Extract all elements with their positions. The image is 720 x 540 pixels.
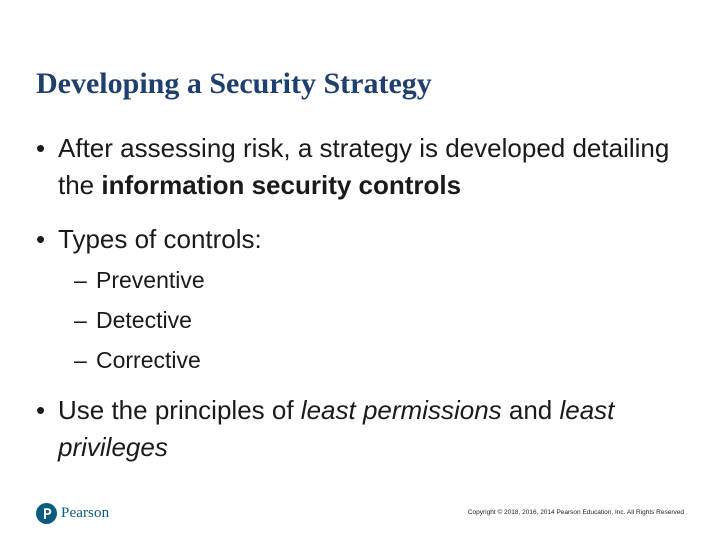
bullet-italic-least-privileges: least privileges <box>58 395 615 462</box>
pearson-logo <box>36 502 109 524</box>
bullet-text-part: After assessing risk, a strategy is developed detailing the <box>58 133 670 200</box>
sub-bullet-marker: – <box>74 347 87 373</box>
bullet-text <box>58 130 696 204</box>
bullet-marker: • <box>36 395 46 425</box>
bullet-marker: • <box>36 133 46 163</box>
sub-item-detective <box>74 304 192 336</box>
bullet-item-types-of-controls <box>36 221 696 258</box>
sub-item-label: Detective <box>96 307 192 333</box>
bullet-text-part: Use the principles of <box>58 395 301 425</box>
sub-item-preventive <box>74 264 205 296</box>
sub-item-label: Preventive <box>96 267 205 293</box>
sub-bullet-marker: – <box>74 307 87 333</box>
sub-item-label: Corrective <box>96 347 201 373</box>
bullet-text: Types of controls: <box>58 224 262 254</box>
bullet-emphasis: information security controls <box>101 170 462 200</box>
sub-bullet-marker: – <box>74 267 87 293</box>
bullet-text-part: and <box>501 395 560 425</box>
sub-item-corrective <box>74 344 201 376</box>
bullet-item-assessing-risk <box>36 130 696 204</box>
pearson-wordmark: Pearson <box>61 504 110 521</box>
slide-title: Developing a Security Strategy <box>36 67 432 100</box>
bullet-item-principles <box>36 392 696 466</box>
bullet-text <box>58 392 696 466</box>
pearson-p-logo-icon <box>36 503 57 524</box>
copyright-notice: Copyright © 2018, 2016, 2014 Pearson Education, Inc. All Rights Reserved <box>467 509 684 516</box>
bullet-italic-least-permissions: least permissions <box>300 395 502 425</box>
bullet-marker: • <box>36 224 46 254</box>
